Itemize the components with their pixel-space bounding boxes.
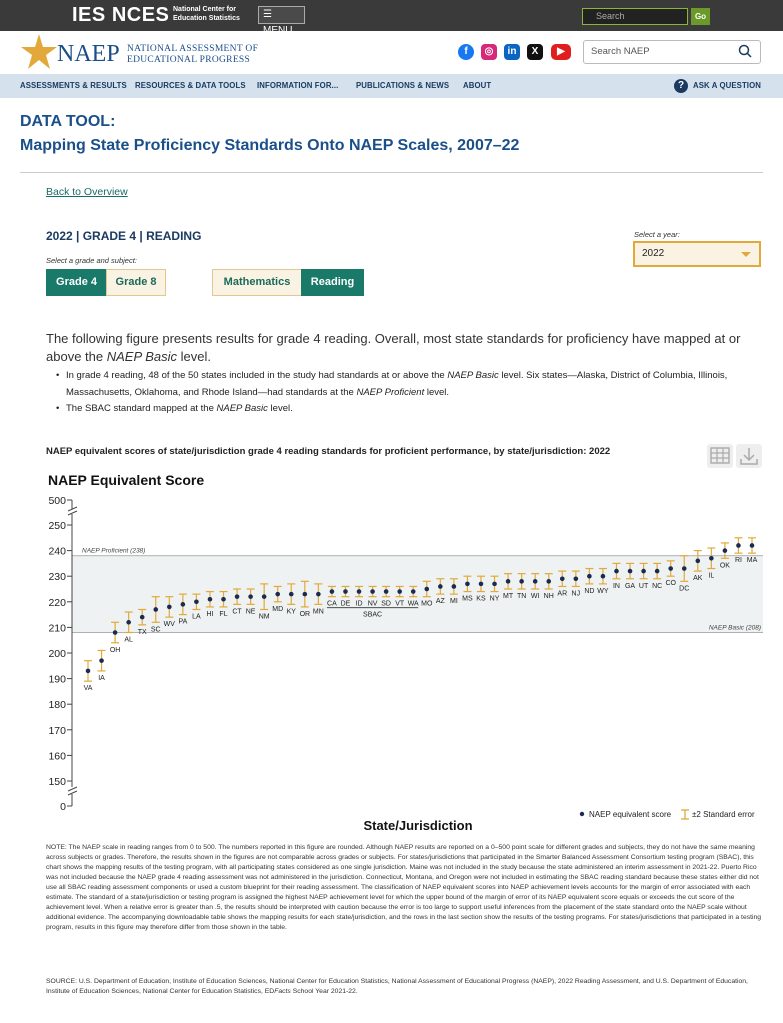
search-icon[interactable] [738, 44, 752, 58]
point-az [438, 584, 443, 589]
point-wy [601, 574, 606, 579]
point-ks [479, 582, 484, 587]
state-label-pa: PA [178, 618, 188, 626]
state-label-fl: FL [219, 610, 228, 618]
state-label-wv: WV [163, 621, 175, 629]
list-item: • The SBAC standard mapped at the NAEP Basic level. [56, 401, 766, 418]
y-tick-label: 190 [48, 673, 66, 686]
state-label-ca: CA [327, 600, 337, 608]
point-ct [235, 594, 240, 599]
y-tick-label: 170 [48, 724, 66, 737]
state-label-mi: MI [449, 598, 458, 606]
state-label-de: DE [340, 600, 351, 608]
mathematics-button[interactable]: Mathematics [212, 269, 302, 296]
state-label-nc: NC [652, 582, 663, 590]
naep-full-name: NATIONAL ASSESSMENT OF EDUCATIONAL PROGRESS [127, 44, 259, 65]
nav-resources-data-tools[interactable]: RESOURCES & DATA TOOLS [135, 81, 246, 90]
point-nc [655, 569, 660, 574]
state-label-md: MD [272, 605, 284, 613]
point-or [303, 592, 308, 597]
point-fl [221, 597, 226, 602]
point-ny [492, 582, 497, 587]
point-wi [533, 579, 538, 584]
legend-marker-swatch [580, 812, 584, 816]
state-label-nd: ND [584, 587, 595, 595]
state-label-la: LA [192, 613, 201, 621]
x-twitter-icon[interactable]: X [527, 44, 543, 60]
point-mt [506, 579, 511, 584]
state-label-hi: HI [206, 610, 214, 618]
point-de [343, 589, 348, 594]
state-label-vt: VT [395, 600, 405, 608]
y-tick-label: 150 [48, 776, 66, 788]
state-label-in: IN [612, 582, 620, 590]
back-to-overview-link[interactable]: Back to Overview [46, 186, 128, 198]
point-wa [411, 589, 416, 594]
divider [20, 172, 763, 173]
nav-publications-news[interactable]: PUBLICATIONS & NEWS [356, 81, 450, 90]
youtube-icon[interactable]: ▶ [551, 44, 571, 60]
y-tick-label: 200 [48, 648, 66, 660]
point-nv [370, 589, 375, 594]
point-ak [695, 559, 700, 564]
selection-subhead: 2022 | GRADE 4 | READING [46, 229, 202, 243]
reading-button[interactable]: Reading [301, 269, 364, 296]
state-label-ks: KS [476, 595, 486, 603]
state-label-mn: MN [312, 608, 324, 616]
state-label-id: ID [355, 600, 363, 608]
chart-legend [580, 810, 755, 819]
point-wv [167, 605, 172, 610]
nav-information-for[interactable]: INFORMATION FOR... [257, 81, 339, 90]
lead-paragraph: The following figure presents results for grade 4 reading. Overall, most state standards for proficiency have mapped at or above the NAEP Basic level. [46, 331, 741, 364]
state-label-ga: GA [624, 582, 636, 590]
point-al [126, 620, 131, 625]
x-axis-title: State/Jurisdiction [363, 818, 473, 833]
state-label-wa: WA [407, 600, 419, 608]
point-vt [397, 589, 402, 594]
nav-about[interactable]: ABOUT [463, 81, 492, 90]
state-label-ak: AK [693, 575, 703, 583]
y-tick-label: 250 [48, 520, 66, 532]
main-nav [0, 74, 783, 98]
state-label-ar: AR [557, 590, 568, 598]
point-mi [452, 584, 457, 589]
y-axis-title: NAEP Equivalent Score [48, 472, 205, 488]
state-label-ne: NE [245, 608, 256, 616]
point-sd [384, 589, 389, 594]
state-label-co: CO [665, 580, 676, 588]
point-hi [208, 597, 213, 602]
state-label-wy: WY [597, 587, 609, 595]
page-title-prefix: DATA TOOL: [20, 113, 116, 130]
state-label-sd: SD [381, 600, 391, 608]
y-tick-label: 0 [60, 801, 66, 813]
point-ut [641, 569, 646, 574]
grade-4-button[interactable]: Grade 4 [46, 269, 107, 296]
y-tick-label: 230 [48, 571, 66, 584]
state-label-ct: CT [232, 608, 242, 616]
ies-nces-logo[interactable]: IES NCES [72, 4, 170, 26]
state-label-tn: TN [516, 593, 527, 600]
point-ri [736, 543, 741, 548]
y-tick-label: 240 [48, 545, 66, 558]
ies-top-bar [0, 0, 783, 31]
y-axis-break-bottom [68, 787, 77, 791]
point-sc [153, 607, 158, 612]
legend-marker-label: NAEP equivalent score [589, 810, 672, 819]
state-label-al: AL [124, 636, 133, 644]
point-ky [289, 592, 294, 597]
state-label-ny: NY [489, 595, 500, 603]
point-co [668, 566, 673, 571]
y-tick-label: 160 [48, 750, 66, 763]
basic-reference-label: NAEP Basic (208) [708, 624, 761, 632]
nces-subtitle: National Center for Education Statistics [173, 6, 240, 22]
state-label-nh: NH [543, 593, 554, 600]
y-tick-label: 180 [48, 699, 66, 712]
page-title: Mapping State Proficiency Standards Onto NAEP Scales, 2007–22 [20, 137, 520, 154]
point-ne [248, 594, 253, 599]
point-id [357, 589, 362, 594]
sbac-group-label: SBAC [363, 611, 383, 619]
state-label-ok: OK [719, 562, 730, 570]
point-ma [750, 543, 755, 548]
basic-proficient-band [72, 556, 763, 633]
figure-title: NAEP equivalent scores of state/jurisdiction grade 4 reading standards for proficient performance, by state/jurisdiction: 2022 [46, 446, 611, 457]
nces-go-button[interactable]: Go [691, 8, 710, 25]
state-label-dc: DC [679, 585, 690, 593]
state-label-tx: TX [137, 628, 147, 636]
point-il [709, 556, 714, 561]
point-md [275, 592, 280, 597]
facebook-icon[interactable]: f [458, 44, 474, 60]
y-tick-label: 220 [48, 596, 66, 609]
point-oh [113, 630, 118, 635]
point-ga [628, 569, 633, 574]
naep-logo-text[interactable]: NAEP [57, 41, 120, 67]
legend-error-label: ±2 Standard error [692, 810, 755, 819]
grade-8-button[interactable]: Grade 8 [106, 269, 166, 296]
naep-header [0, 31, 783, 74]
proficient-reference-label: NAEP Proficient (238) [82, 547, 146, 555]
naep-star-icon [20, 33, 58, 71]
chart-notes: NOTE: The NAEP scale in reading ranges from 0 to 500. The numbers reported in this figure are rounded. Although NAEP results are reported on a 0–500 point scale for different grades and subjects, they do not have the same meaning across subjects or grades. Therefore, the results shown in the figures are not comparable across grades or subjects. For states/jurisdictions that participated in the Smarter Balanced Assessment Consortium testing program (SBAC), this chart shows the mapping results of the testing program, with all participating states considered as one single jurisdiction. Maine was not included in the study because the state administered an interim assessment in 2021-22. Puerto Rico was not included because the NAEP grade 4 reading assessment was not administered in the jurisdiction. Connecticut, Montana, and Oregon were not included in estimating the SBAC reading standard because these states either did not use all SBAC reading assessment components or used a custom blueprint for their reading assessment. The classification of NAEP equivalent scores into NAEP achievement levels accounts for the margin of error associated with each estimate. The standard of a state/jurisdiction or testing program is assigned the highest NAEP achievement level for which the upper bound of the margin of error of its NAEP equivalent score equals or exceeds the cut score of the achievement level. When a relative error is greater than .5, the results should be interpreted with caution because the error is too large to support useful inferences from the placement of the state standard onto the NAEP scale without additional evidence. The accompanying downloadable table shows the mapping results for each state/jurisdiction, and the rows in the last section show the results of the testing programs. For states/jurisdictions that participated in a testing program, results in this figure may therefore differ from those shown in the table. [46, 844, 762, 931]
nces-search-input[interactable]: Search [582, 8, 688, 25]
state-label-ri: RI [734, 557, 742, 565]
point-ia [99, 658, 104, 663]
instagram-icon[interactable]: ◎ [481, 44, 497, 60]
point-ok [723, 548, 728, 553]
nav-assessments-results[interactable]: ASSESSMENTS & RESULTS [20, 81, 127, 90]
legend-error-swatch [681, 810, 689, 819]
state-label-ma: MA [746, 557, 758, 565]
grade-subject-label: Select a grade and subject: [46, 256, 137, 265]
state-label-nm: NM [258, 613, 270, 621]
point-la [194, 600, 199, 605]
y-tick-label: 210 [48, 622, 66, 635]
chart-source: SOURCE: U.S. Department of Education, Institute of Education Sciences, National Center for Education Statistics, National Assessment of Educational Progress (NAEP), 2022 Reading Assessment, and U.S. Department of Education, Institute of Education Sciences, National Center for Education Statistics, EDFacts School Year 2021-22. [46, 978, 748, 995]
state-label-va: VA [83, 685, 93, 693]
state-label-mo: MO [421, 600, 433, 608]
point-nd [587, 574, 592, 579]
naep-search-input[interactable]: Search NAEP [583, 40, 761, 64]
point-pa [181, 602, 186, 607]
naep-score-chart [0, 465, 783, 840]
year-select[interactable]: 2022 [633, 241, 761, 267]
point-mo [424, 587, 429, 592]
year-label: Select a year: [634, 230, 680, 239]
menu-button[interactable]: ☰ [258, 6, 305, 24]
state-label-nj: NJ [571, 590, 581, 598]
point-mn [316, 592, 321, 597]
ask-a-question-link[interactable]: ASK A QUESTION [693, 81, 761, 90]
state-label-il: IL [708, 572, 715, 580]
point-ar [560, 576, 565, 581]
state-label-oh: OH [109, 646, 121, 654]
state-label-ky: KY [286, 608, 296, 616]
linkedin-icon[interactable]: in [504, 44, 520, 60]
state-label-ut: UT [638, 582, 649, 590]
y-tick-label: 500 [48, 495, 66, 507]
state-label-mt: MT [503, 593, 514, 600]
point-tn [519, 579, 524, 584]
state-label-ms: MS [462, 595, 473, 603]
chevron-down-icon [741, 252, 751, 257]
point-in [614, 569, 619, 574]
point-dc [682, 566, 687, 571]
state-label-nv: NV [367, 600, 378, 608]
state-label-or: OR [299, 610, 311, 618]
point-nj [574, 576, 579, 581]
state-label-az: AZ [435, 598, 445, 606]
point-tx [140, 615, 145, 620]
list-item: • In grade 4 reading, 48 of the 50 states included in the study had standards at or above the NAEP Basic level. Six states—Alaska, District of Columbia, Illinois, Massachusetts, Oklahoma, and Rhode Island—had standards at the NAEP Proficient level. [56, 368, 766, 401]
state-label-ia: IA [98, 674, 105, 682]
question-icon[interactable]: ? [674, 79, 688, 93]
point-va [86, 669, 91, 674]
point-nm [262, 594, 267, 599]
state-label-sc: SC [150, 626, 161, 634]
findings-list [56, 368, 766, 418]
state-label-wi: WI [530, 593, 540, 600]
point-ca [330, 589, 335, 594]
point-nh [546, 579, 551, 584]
point-ms [465, 582, 470, 587]
